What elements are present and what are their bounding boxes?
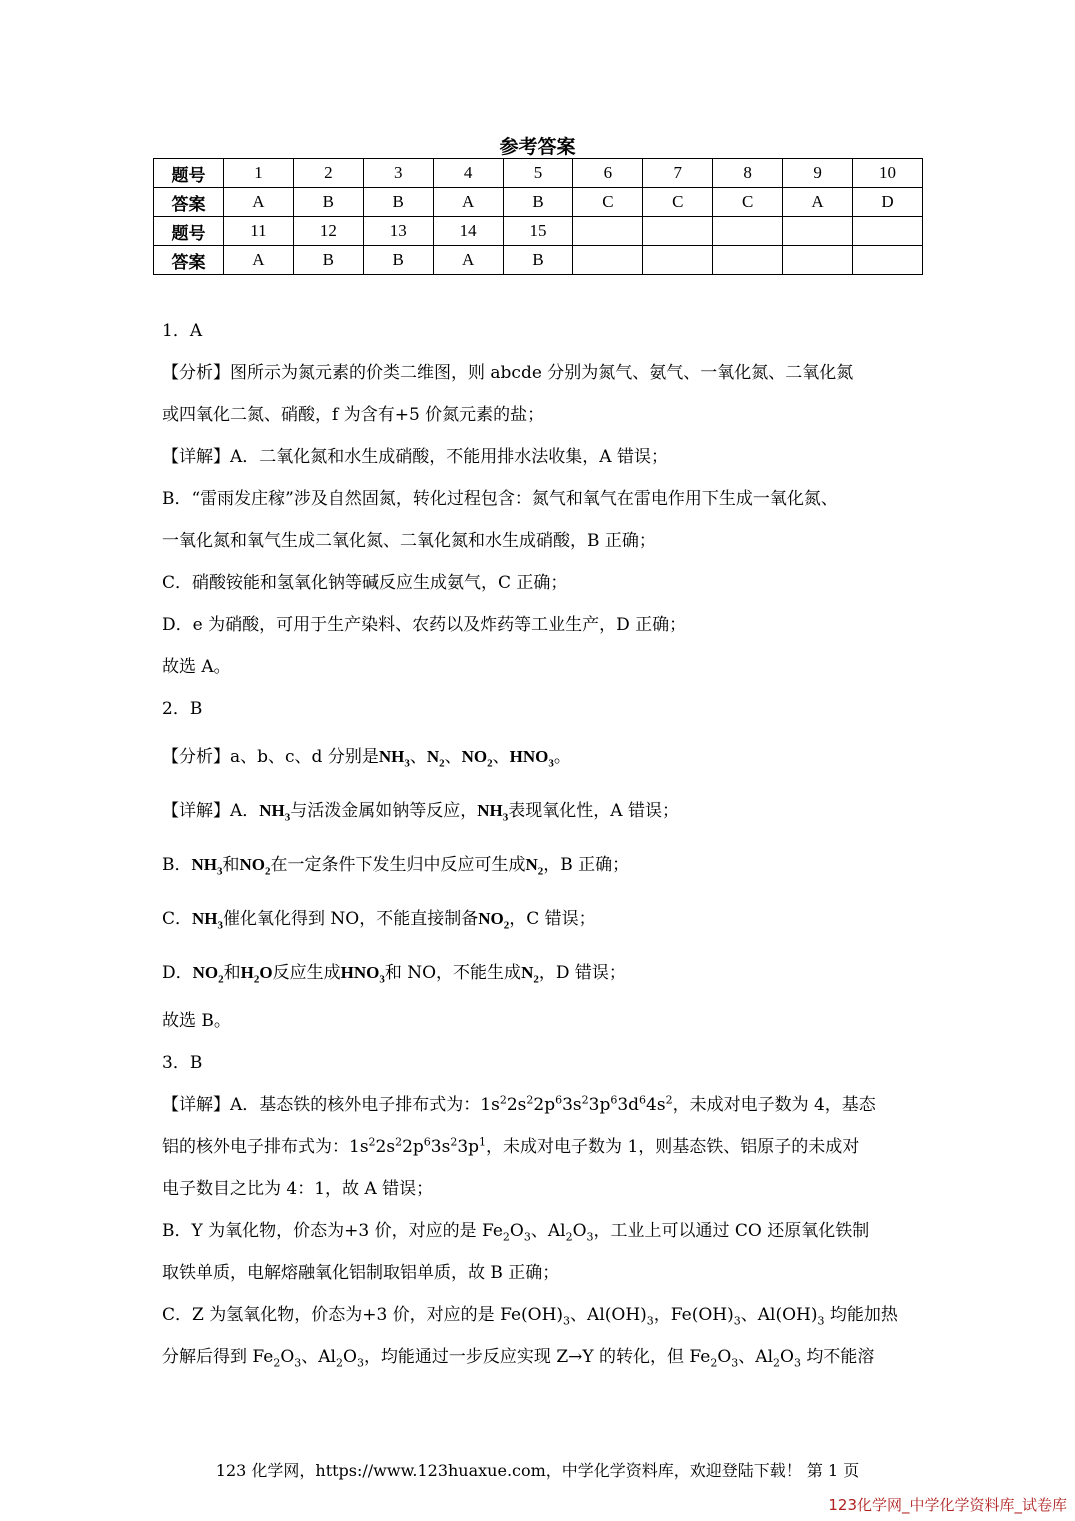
table-cell: 8	[713, 159, 783, 188]
table-cell: 3	[363, 159, 433, 188]
q1-line: 一氧化氮和氧气生成二氧化氮、二氧化氮和水生成硝酸，B 正确；	[162, 531, 656, 551]
q3-line: 分解后得到 $Fe_2O_3$、$Al_2O_3$，均能通过一步反应实现 Z→Y 的转化，但 $Fe_2O_3$、$Al_2O_3$ 均不能溶	[162, 1347, 875, 1370]
table-cell: A	[433, 246, 503, 275]
table-cell: 2	[293, 159, 363, 188]
table-cell	[783, 246, 853, 275]
table-cell: 5	[503, 159, 573, 188]
page-title: 参考答案	[499, 136, 576, 158]
watermark: 123化学网_中学化学资料库_试卷库	[828, 1496, 1067, 1514]
table-cell: B	[293, 188, 363, 217]
table-cell	[643, 217, 713, 246]
q1-line: D．e 为硝酸，可用于生产染料、农药以及炸药等工业生产，D 正确；	[162, 615, 687, 635]
table-cell: 13	[363, 217, 433, 246]
table-cell: 10	[853, 159, 923, 188]
table-cell: A	[224, 246, 294, 275]
table-cell	[573, 246, 643, 275]
q2-line: B．$NH_3$和$NO_2$在一定条件下发生归中反应可生成$N_2$，B 正确；	[162, 855, 630, 878]
table-cell	[853, 246, 923, 275]
q1-line: 【详解】A．二氧化氮和水生成硝酸，不能用排水法收集，A 错误；	[162, 447, 668, 467]
table-cell: A	[783, 188, 853, 217]
q2-line: D．$NO_2$和$H_2O$反应生成$HNO_3$和 NO，不能生成$N_2$，D 错误；	[162, 963, 626, 986]
table-cell	[713, 246, 783, 275]
row-header: 答案	[154, 188, 224, 217]
table-cell: A	[433, 188, 503, 217]
table-cell: 4	[433, 159, 503, 188]
table-cell: A	[224, 188, 294, 217]
q3-line: B．Y 为氧化物，价态为+3 价，对应的是 $Fe_2O_3$、$Al_2O_3$，工业上可以通过 CO 还原氧化铁制	[162, 1221, 870, 1244]
table-cell: 6	[573, 159, 643, 188]
page-footer: 123 化学网，https://www.123huaxue.com，中学化学资料库，欢迎登陆下载！ 第 1 页	[215, 1461, 860, 1480]
q3-line: 铝的核外电子排布式为：$1s^22s^22p^63s^23p^1$，未成对电子数为 1，则基态铁、铝原子的未成对	[162, 1135, 860, 1157]
table-cell: 12	[293, 217, 363, 246]
table-cell: 11	[224, 217, 294, 246]
q3-line: 【详解】A．基态铁的核外电子排布式为：$1s^22s^22p^63s^23p^63d^64s^2$，未成对电子数为 4，基态	[162, 1093, 876, 1115]
row-header: 答案	[154, 246, 224, 275]
q1-line: 故选 A。	[162, 657, 231, 677]
answer-table	[153, 158, 923, 275]
row-header: 题号	[154, 159, 224, 188]
table-cell: 15	[503, 217, 573, 246]
table-cell: B	[293, 246, 363, 275]
solutions	[162, 310, 922, 1378]
table-cell: B	[503, 188, 573, 217]
q2-answer: 2．B	[162, 699, 203, 719]
q1-line: 【分析】图所示为氮元素的价类二维图，则 abcde 分别为氮气、氨气、一氧化氮、二氧化氮	[162, 363, 854, 383]
table-row	[154, 246, 923, 275]
fe-config: $1s^22s^22p^63s^23p^63d^64s^2$	[480, 1093, 673, 1115]
row-header: 题号	[154, 217, 224, 246]
table-cell	[853, 217, 923, 246]
q3-line: C．Z 为氢氧化物，价态为+3 价，对应的是 $Fe(OH)_3$、$Al(OH)_3$，$Fe(OH)_3$、$Al(OH)_3$ 均能加热	[162, 1305, 898, 1328]
table-row	[154, 159, 923, 188]
table-cell	[713, 217, 783, 246]
table-cell: B	[503, 246, 573, 275]
al-config: $1s^22s^22p^63s^23p^1$	[349, 1135, 487, 1157]
table-cell: 14	[433, 217, 503, 246]
table-cell: C	[713, 188, 783, 217]
q1-line: C．硝酸铵能和氢氧化钠等碱反应生成氨气，C 正确；	[162, 573, 568, 593]
q3-line: 电子数目之比为 4：1，故 A 错误；	[162, 1179, 434, 1199]
table-cell: C	[643, 188, 713, 217]
q1-line: 或四氧化二氮、硝酸，f 为含有+5 价氮元素的盐；	[162, 405, 545, 425]
table-cell: D	[853, 188, 923, 217]
table-cell: 7	[643, 159, 713, 188]
table-cell: 9	[783, 159, 853, 188]
q1-answer: 1．A	[162, 321, 203, 341]
table-cell: C	[573, 188, 643, 217]
q3-line: 取铁单质，电解熔融氧化铝制取铝单质，故 B 正确；	[162, 1263, 560, 1283]
table-row	[154, 217, 923, 246]
table-cell	[573, 217, 643, 246]
table-row	[154, 188, 923, 217]
table-cell: 1	[224, 159, 294, 188]
q2-line: C．$NH_3$催化氧化得到 NO，不能直接制备$NO_2$，C 错误；	[162, 909, 596, 932]
table-cell: B	[363, 246, 433, 275]
q2-line: 故选 B。	[162, 1011, 231, 1031]
q2-line: 【详解】A．$NH_3$与活泼金属如钠等反应，$NH_3$表现氧化性，A 错误；	[162, 801, 679, 824]
table-cell: B	[363, 188, 433, 217]
table-cell	[783, 217, 853, 246]
table-cell	[643, 246, 713, 275]
q2-analysis: 【分析】a、b、c、d 分别是$NH_3$、$N_2$、$NO_2$、$HNO_3$。	[162, 747, 571, 770]
q3-answer: 3．B	[162, 1053, 203, 1073]
q1-line: B．“雷雨发庄稼”涉及自然固氮，转化过程包含：氮气和氧气在雷电作用下生成一氧化氮、	[162, 489, 838, 509]
